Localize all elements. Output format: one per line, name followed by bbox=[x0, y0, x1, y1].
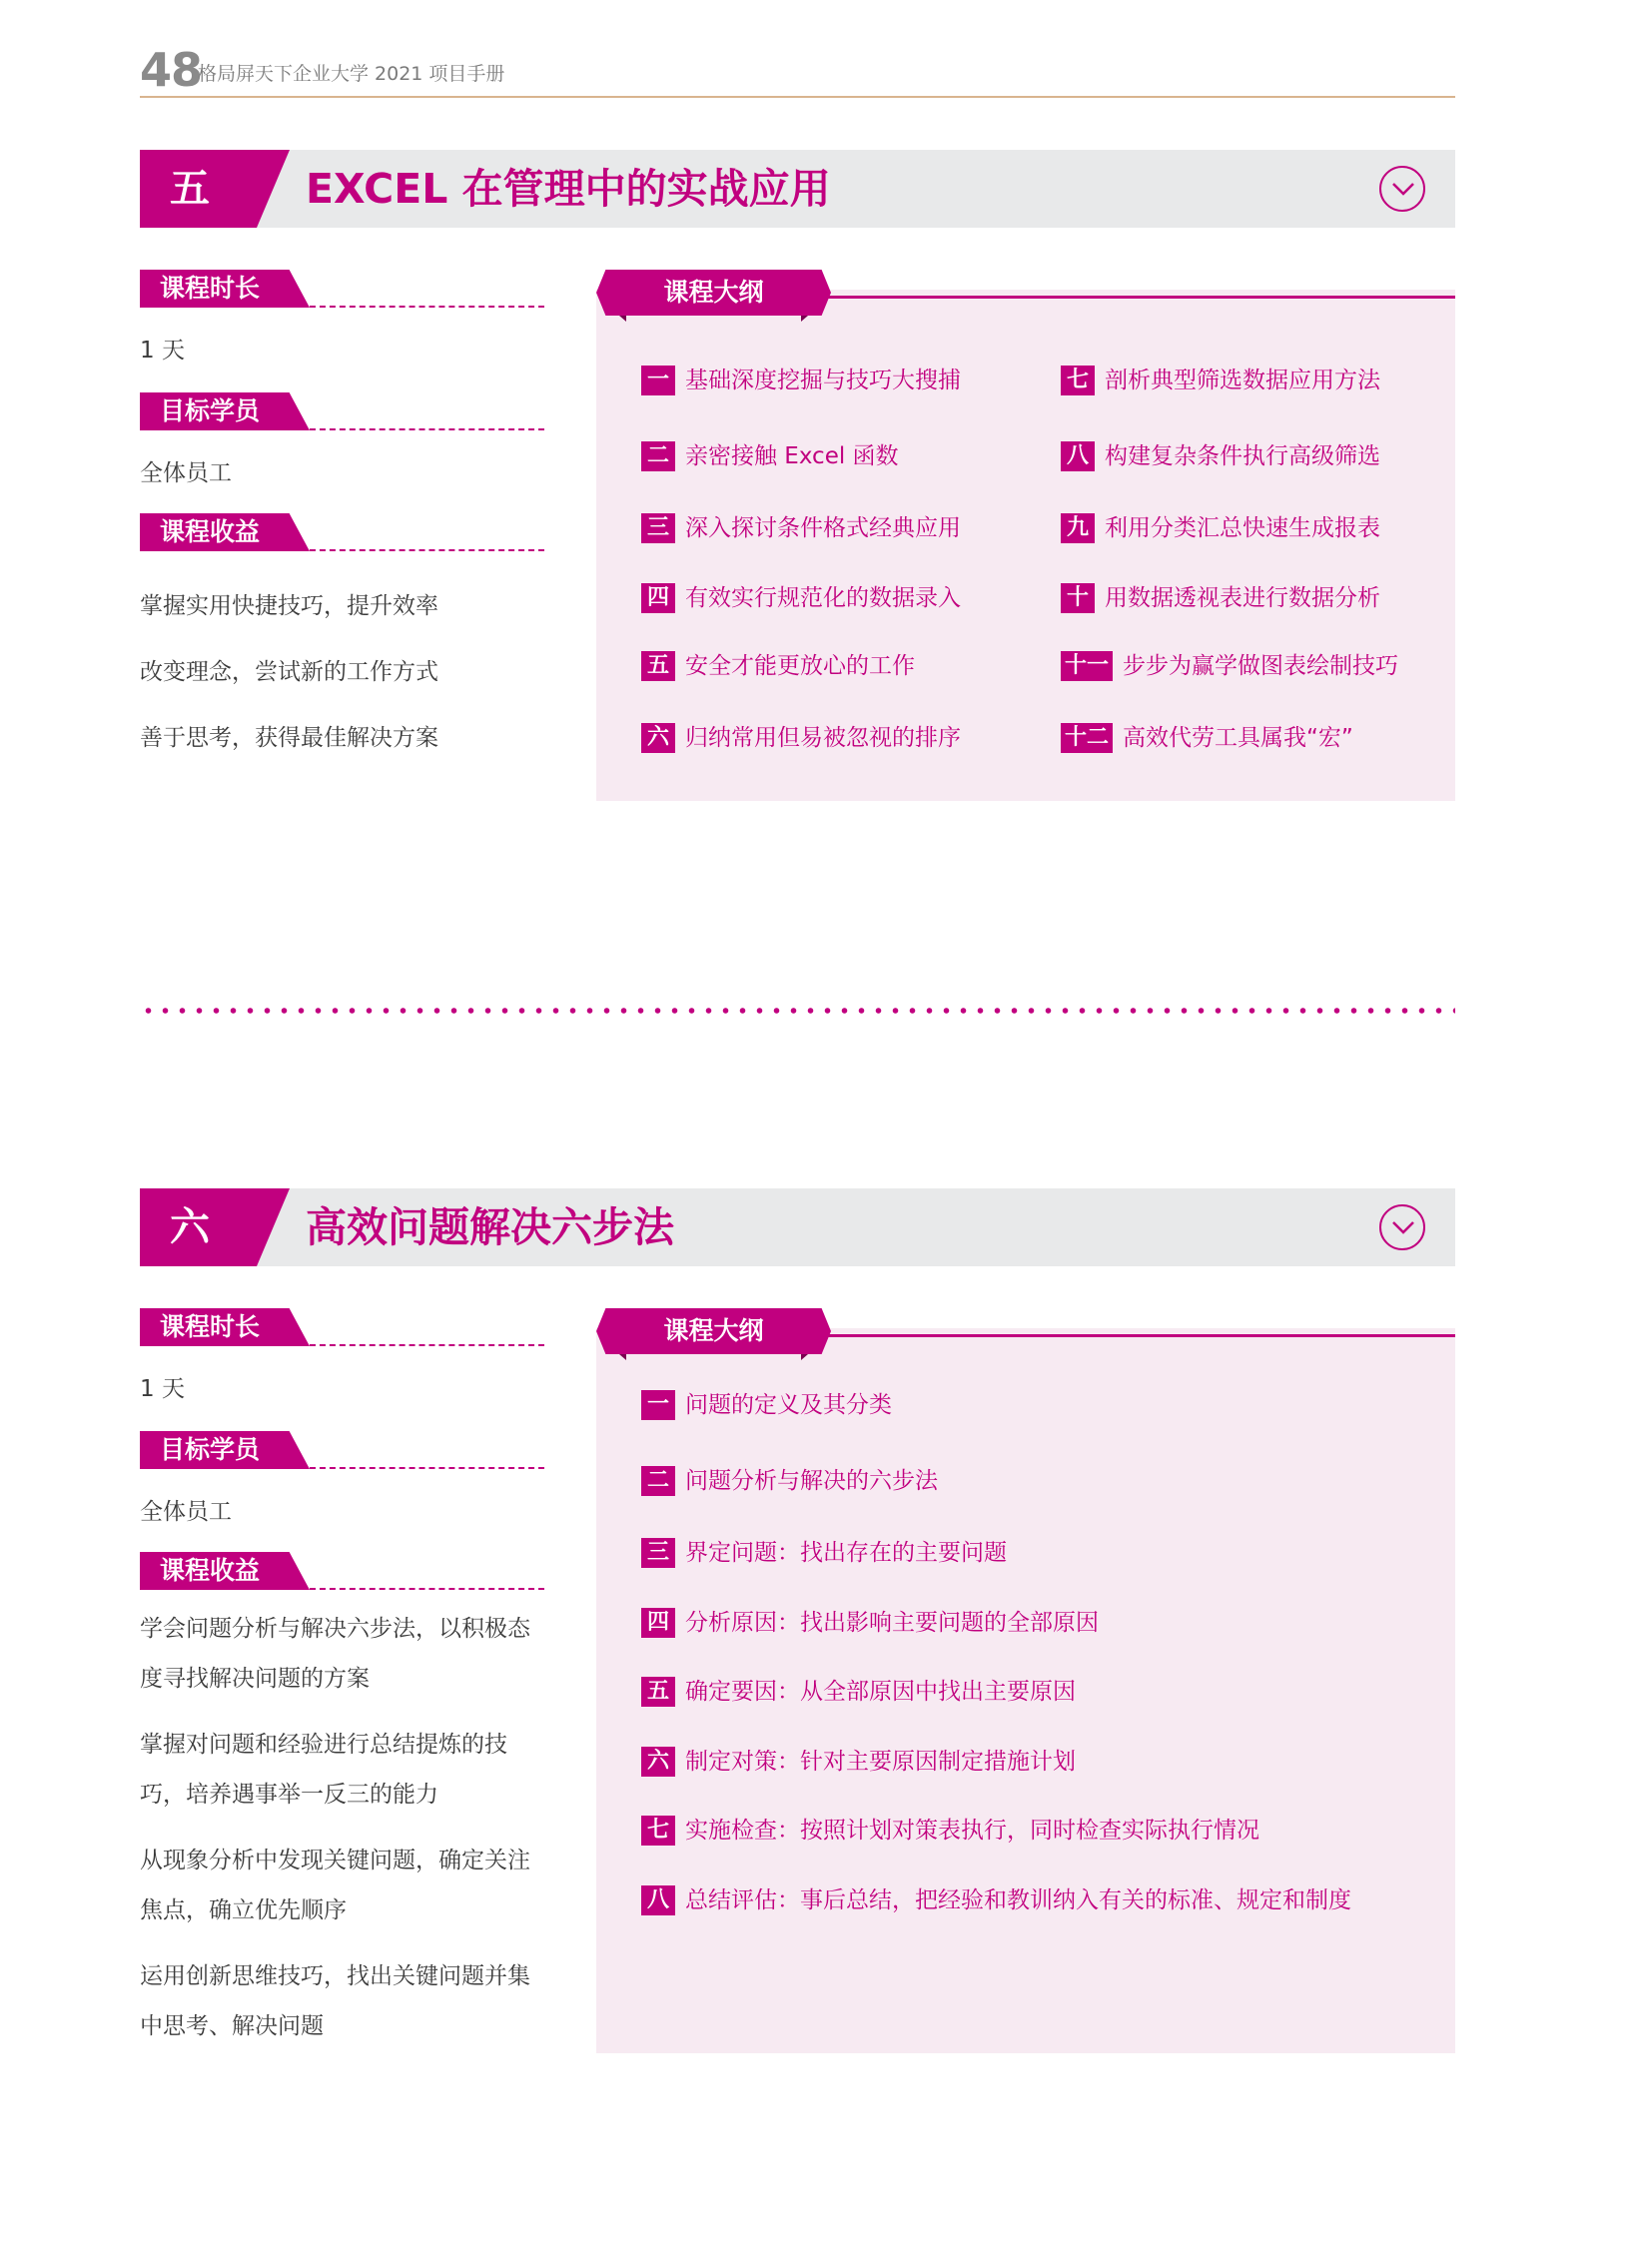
section-number-block bbox=[140, 150, 290, 228]
handbook-title: 格局屏天下企业大学 2021 项目手册 bbox=[198, 63, 505, 85]
item-number: 八 bbox=[641, 1885, 675, 1915]
item-number: 五 bbox=[641, 1677, 675, 1707]
item-text: 归纳常用但易被忽视的排序 bbox=[685, 725, 961, 751]
outline-heading-5 bbox=[596, 270, 1455, 320]
section-banner-5 bbox=[140, 150, 1455, 228]
item-text: 步步为赢学做图表绘制技巧 bbox=[1123, 653, 1399, 679]
audience-heading: 目标学员 bbox=[140, 392, 544, 432]
item-text: 总结评估：事后总结，把经验和教训纳入有关的标准、规定和制度 bbox=[685, 1887, 1351, 1913]
dotted-divider bbox=[140, 1007, 1455, 1015]
outline-item bbox=[641, 723, 961, 757]
outline-item bbox=[641, 1466, 938, 1500]
item-text: 剖析典型筛选数据应用方法 bbox=[1105, 368, 1380, 393]
outline-item bbox=[641, 366, 961, 399]
item-number: 十一 bbox=[1061, 651, 1113, 681]
item-number: 三 bbox=[641, 513, 675, 543]
item-text: 基础深度挖掘与技巧大搜捕 bbox=[685, 368, 961, 393]
benefit-item: 从现象分析中发现关键问题，确定关注焦点，确立优先顺序 bbox=[140, 1848, 530, 1923]
outline-item bbox=[641, 513, 961, 547]
course-info-6 bbox=[140, 1308, 544, 2051]
item-number: 二 bbox=[641, 441, 675, 471]
duration-value: 1 天 bbox=[140, 338, 185, 364]
item-number: 七 bbox=[1061, 366, 1095, 395]
outline-item bbox=[641, 1390, 892, 1424]
outline-heading-6 bbox=[596, 1308, 1455, 1358]
outline-item bbox=[641, 1677, 1076, 1711]
page-number: 48 bbox=[140, 43, 203, 97]
duration-heading: 课程时长 bbox=[140, 270, 544, 310]
outline-item bbox=[641, 1816, 1259, 1850]
outline-item bbox=[1061, 583, 1380, 617]
item-number: 五 bbox=[641, 651, 675, 681]
section-number: 五 bbox=[170, 166, 210, 212]
benefit-item: 运用创新思维技巧，找出关键问题并集中思考、解决问题 bbox=[140, 1963, 530, 2039]
item-number: 十 bbox=[1061, 583, 1095, 613]
benefit-item: 掌握实用快捷技巧，提升效率 bbox=[140, 593, 438, 619]
audience-heading: 目标学员 bbox=[140, 1431, 544, 1471]
item-number: 六 bbox=[641, 723, 675, 753]
item-text: 构建复杂条件执行高级筛选 bbox=[1105, 443, 1380, 469]
item-text: 实施检查：按照计划对策表执行，同时检查实际执行情况 bbox=[685, 1818, 1259, 1844]
outline-label: 课程大纲 bbox=[663, 1316, 764, 1345]
section-banner-6 bbox=[140, 1188, 1455, 1266]
audience-value: 全体员工 bbox=[140, 460, 232, 486]
item-text: 用数据透视表进行数据分析 bbox=[1105, 585, 1380, 611]
benefits-heading: 课程收益 bbox=[140, 1552, 544, 1592]
item-number: 七 bbox=[641, 1816, 675, 1846]
item-text: 分析原因：找出影响主要问题的全部原因 bbox=[685, 1610, 1099, 1636]
item-number: 八 bbox=[1061, 441, 1095, 471]
section-title: EXCEL 在管理中的实战应用 bbox=[306, 165, 831, 213]
audience-value: 全体员工 bbox=[140, 1499, 232, 1525]
item-text: 利用分类汇总快速生成报表 bbox=[1105, 515, 1380, 541]
chevron-down-icon[interactable] bbox=[1379, 1204, 1425, 1250]
item-number: 三 bbox=[641, 1538, 675, 1568]
outline-item bbox=[641, 583, 961, 617]
section-title: 高效问题解决六步法 bbox=[306, 1203, 674, 1251]
item-text: 深入探讨条件格式经典应用 bbox=[685, 515, 961, 541]
item-number: 二 bbox=[641, 1466, 675, 1496]
item-number: 四 bbox=[641, 583, 675, 613]
item-text: 界定问题：找出存在的主要问题 bbox=[685, 1540, 1007, 1566]
benefit-item: 改变理念，尝试新的工作方式 bbox=[140, 659, 438, 685]
item-text: 问题的定义及其分类 bbox=[685, 1392, 892, 1418]
benefit-item: 掌握对问题和经验进行总结提炼的技巧，培养遇事举一反三的能力 bbox=[140, 1732, 507, 1808]
outline-item bbox=[1061, 513, 1380, 547]
duration-value: 1 天 bbox=[140, 1376, 185, 1402]
chevron-down-icon[interactable] bbox=[1379, 166, 1425, 212]
course-info-5 bbox=[140, 270, 544, 771]
outline-item bbox=[641, 1747, 1076, 1781]
duration-heading: 课程时长 bbox=[140, 1308, 544, 1348]
item-text: 问题分析与解决的六步法 bbox=[685, 1468, 938, 1494]
outline-item bbox=[1061, 441, 1380, 475]
item-text: 有效实行规范化的数据录入 bbox=[685, 585, 961, 611]
outline-item bbox=[1061, 723, 1353, 757]
item-text: 高效代劳工具属我“宏” bbox=[1123, 725, 1353, 751]
item-number: 六 bbox=[641, 1747, 675, 1777]
benefit-item: 善于思考，获得最佳解决方案 bbox=[140, 725, 438, 751]
benefit-item: 学会问题分析与解决六步法，以积极态度寻找解决问题的方案 bbox=[140, 1616, 530, 1692]
outline-label: 课程大纲 bbox=[663, 278, 764, 307]
outline-item bbox=[641, 441, 899, 475]
item-number: 一 bbox=[641, 366, 675, 395]
item-number: 一 bbox=[641, 1390, 675, 1420]
item-number: 四 bbox=[641, 1608, 675, 1638]
outline-item bbox=[641, 1608, 1099, 1642]
item-text: 亲密接触 Excel 函数 bbox=[685, 443, 899, 469]
benefits-heading: 课程收益 bbox=[140, 513, 544, 553]
item-number: 十二 bbox=[1061, 723, 1113, 753]
section-number: 六 bbox=[170, 1204, 210, 1250]
outline-item bbox=[641, 651, 915, 685]
item-number: 九 bbox=[1061, 513, 1095, 543]
outline-item bbox=[1061, 651, 1398, 685]
outline-item bbox=[1061, 366, 1380, 399]
outline-item bbox=[641, 1885, 1351, 1919]
section-number-block bbox=[140, 1188, 290, 1266]
outline-item bbox=[641, 1538, 1007, 1572]
page-header bbox=[140, 42, 1455, 98]
item-text: 安全才能更放心的工作 bbox=[685, 653, 915, 679]
item-text: 制定对策：针对主要原因制定措施计划 bbox=[685, 1749, 1076, 1775]
item-text: 确定要因：从全部原因中找出主要原因 bbox=[685, 1679, 1076, 1705]
